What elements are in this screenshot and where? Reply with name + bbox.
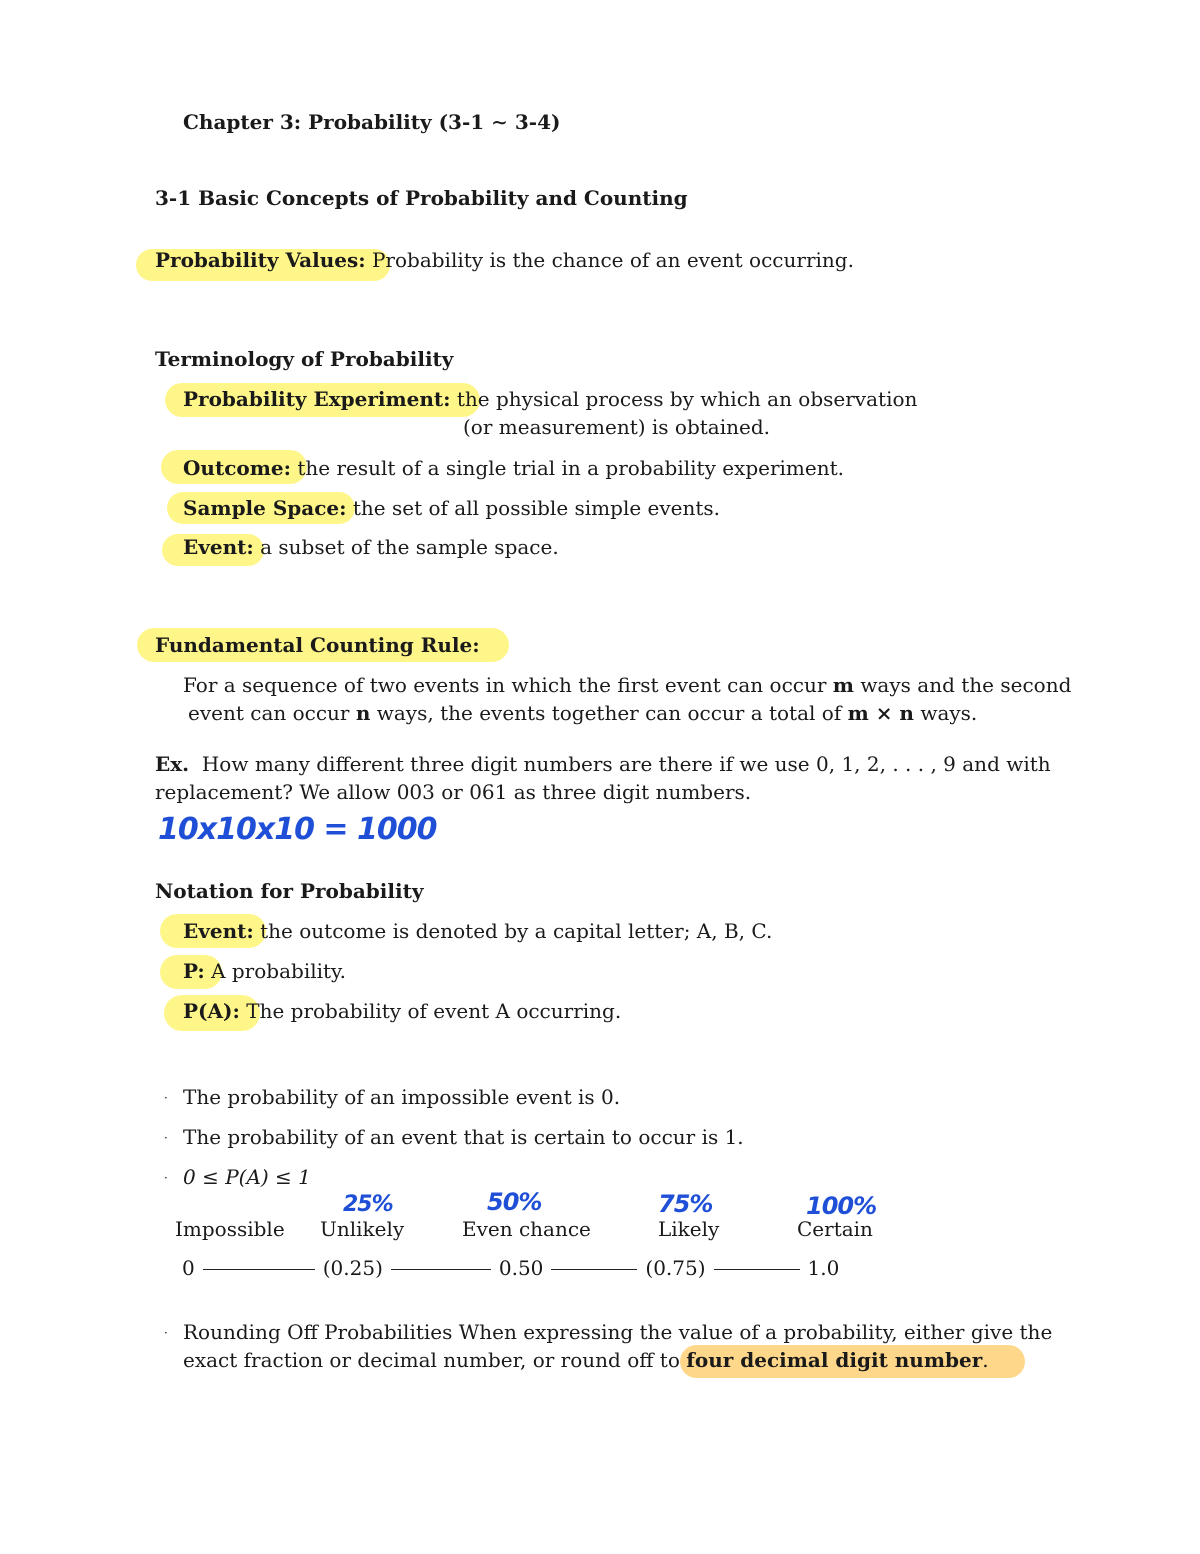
example-text: How many different three digit numbers are there if we use 0, 1, 2, . . . , 9 and with (201, 752, 1051, 776)
scale-value: 0.50 (498, 1256, 544, 1280)
scale-dash (391, 1269, 491, 1270)
bullet-dot: · (164, 1091, 168, 1105)
term-definition: the result of a single trial in a probability experiment. (297, 456, 845, 480)
counting-rule-n: n (355, 701, 371, 725)
terminology-heading: Terminology of Probability (155, 347, 454, 371)
scale-label: Even chance (462, 1217, 591, 1241)
notation-p (183, 959, 346, 983)
scale-value: (0.75) (645, 1256, 706, 1280)
scale-dash (551, 1269, 637, 1270)
notation-definition: A probability. (211, 959, 347, 983)
bullet-text: 0 ≤ P(A) ≤ 1 (183, 1165, 311, 1189)
scale-values (182, 1256, 839, 1280)
notation-event (183, 919, 772, 943)
scale-value: 0 (182, 1256, 195, 1280)
counting-rule-line2 (188, 701, 977, 725)
handwritten-percent: 100% (806, 1192, 877, 1220)
chapter-title: Chapter 3: Probability (3-1 ∼ 3-4) (183, 110, 561, 134)
notation-heading: Notation for Probability (155, 879, 424, 903)
term-probability-experiment (183, 387, 917, 411)
bullet-dot: · (164, 1131, 168, 1145)
term-sample-space (183, 496, 720, 520)
example-line2: replacement? We allow 003 or 061 as three digit numbers. (155, 780, 752, 804)
scale-dash (203, 1269, 315, 1270)
notation-term: P(A): (183, 999, 240, 1023)
counting-rule-text: event can occur (188, 701, 350, 725)
counting-rule-text: ways and the second (860, 673, 1072, 697)
scale-value: (0.25) (322, 1256, 383, 1280)
notation-term: Event: (183, 919, 254, 943)
example-label: Ex. (155, 752, 190, 776)
term-definition: the set of all possible simple events. (352, 496, 721, 520)
counting-rule-text: For a sequence of two events in which the first event can occur (183, 673, 827, 697)
bullet-text: The probability of an event that is certain to occur is 1. (183, 1125, 744, 1149)
scale-label: Impossible (175, 1217, 285, 1241)
scale-dash (714, 1269, 800, 1270)
probability-values-definition: Probability is the chance of an event occurring. (371, 248, 854, 272)
term-definition: a subset of the sample space. (260, 535, 559, 559)
scale-label: Certain (797, 1217, 873, 1241)
term-event (183, 535, 559, 559)
term-label: Event: (183, 535, 254, 559)
counting-rule-text: ways. (920, 701, 978, 725)
term-label: Probability Experiment: (183, 387, 451, 411)
bullet-dot: · (164, 1171, 168, 1185)
term-probability-experiment-continuation: (or measurement) is obtained. (463, 415, 771, 439)
handwritten-percent: 75% (658, 1190, 713, 1218)
handwritten-percent: 25% (343, 1192, 393, 1217)
counting-rule-text: ways, the events together can occur a total of (376, 701, 842, 725)
handwritten-answer: 10x10x10 = 1000 (158, 812, 437, 847)
probability-values-term: Probability Values: (155, 248, 366, 272)
notation-term: P: (183, 959, 205, 983)
notation-definition: The probability of event A occurring. (246, 999, 622, 1023)
counting-rule-mxn: m × n (847, 701, 914, 725)
counting-rule-line1 (183, 673, 1075, 697)
term-label: Sample Space: (183, 496, 347, 520)
scale-label: Likely (658, 1217, 720, 1241)
rounding-end: . (982, 1348, 989, 1372)
bullet-dot: · (164, 1326, 168, 1340)
notation-definition: the outcome is denoted by a capital letter; A, B, C. (260, 919, 773, 943)
counting-rule-term: Fundamental Counting Rule: (155, 633, 480, 657)
scale-value: 1.0 (807, 1256, 840, 1280)
scale-label: Unlikely (320, 1217, 405, 1241)
bullet-text: The probability of an impossible event is 0. (183, 1085, 621, 1109)
rounding-highlight: four decimal digit number (686, 1348, 983, 1372)
term-definition: the physical process by which an observation (456, 387, 918, 411)
rounding-line1: Rounding Off Probabilities When expressing the value of a probability, either give the (183, 1320, 1053, 1344)
rounding-line2 (183, 1348, 989, 1372)
example-line1 (155, 752, 1051, 776)
rounding-text: exact fraction or decimal number, or round off to (183, 1348, 680, 1372)
handwritten-percent: 50% (487, 1188, 542, 1216)
notation-pa (183, 999, 621, 1023)
term-label: Outcome: (183, 456, 291, 480)
probability-values-line (155, 248, 854, 272)
term-outcome (183, 456, 844, 480)
counting-rule-m: m (832, 673, 854, 697)
section-title: 3-1 Basic Concepts of Probability and Counting (155, 186, 688, 210)
